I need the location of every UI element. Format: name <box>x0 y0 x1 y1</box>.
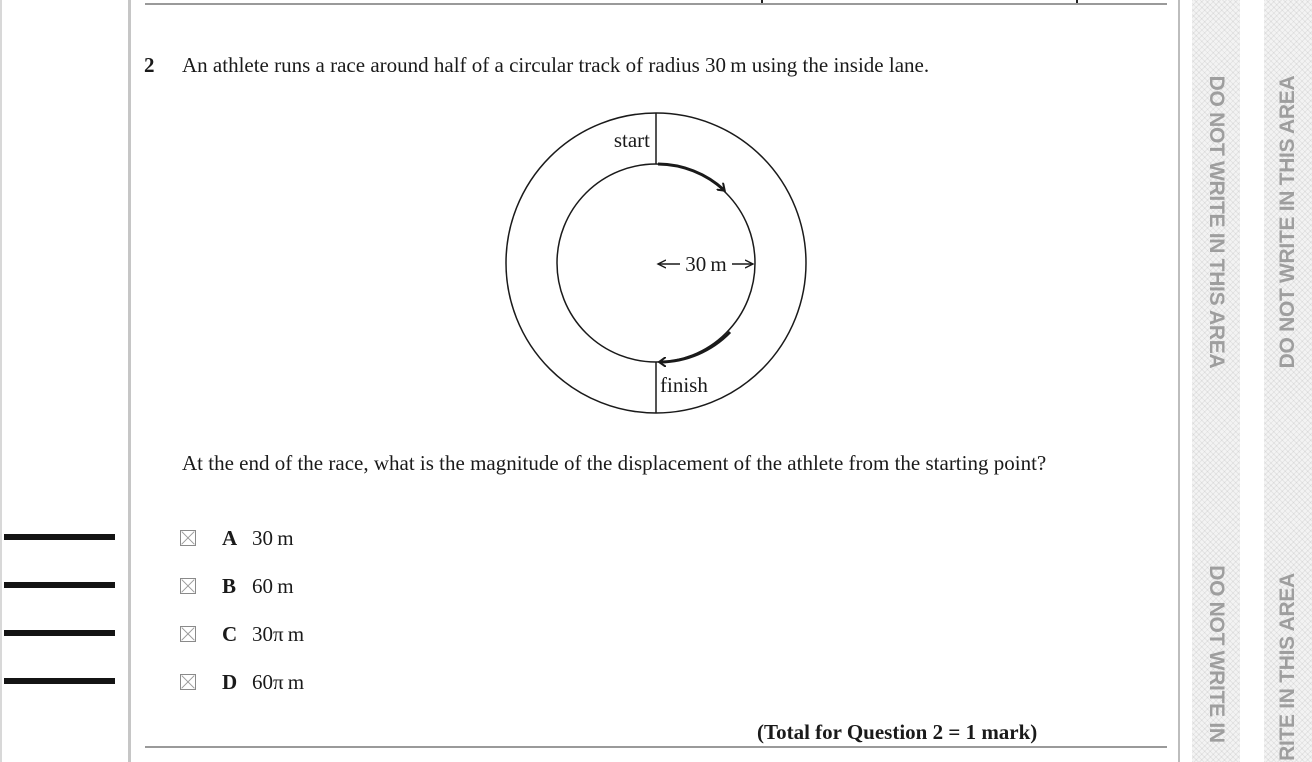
page-border-left <box>128 0 131 762</box>
option-d[interactable] <box>180 668 304 696</box>
option-text: 30π m <box>252 621 305 646</box>
option-text: 30 m <box>252 525 294 550</box>
question-number: 2 <box>144 53 155 77</box>
circular-track-diagram <box>490 100 820 430</box>
start-label: start <box>613 128 650 152</box>
answer-checkbox[interactable] <box>180 578 196 594</box>
option-b[interactable] <box>180 572 294 600</box>
option-letter: B <box>222 573 237 598</box>
option-c[interactable] <box>180 620 304 648</box>
binding-mark <box>4 582 115 588</box>
option-text: 60 m <box>252 573 294 598</box>
margin-strip-left <box>1192 0 1240 762</box>
direction-arrow-top <box>658 164 724 190</box>
answer-checkbox[interactable] <box>180 674 196 690</box>
option-letter: A <box>222 525 238 550</box>
margin-rule <box>1178 0 1180 762</box>
margin-notice: DO NOT WRITE IN THIS AREA <box>1205 75 1228 369</box>
option-text: 60π m <box>252 669 305 694</box>
question-total: (Total for Question 2 = 1 mark) <box>757 720 1038 744</box>
option-letter: C <box>222 621 238 646</box>
binding-mark <box>4 630 115 636</box>
answer-checkbox[interactable] <box>180 626 196 642</box>
finish-label: finish <box>660 373 708 397</box>
question-prompt: At the end of the race, what is the magnitude of the displacement of the athlete from the starting point? <box>182 451 1047 475</box>
margin-notice: RITE IN THIS AREA <box>1276 573 1299 761</box>
left-gutter <box>0 0 130 762</box>
answer-checkbox[interactable] <box>180 530 196 546</box>
top-divider <box>145 3 1167 5</box>
left-edge <box>0 0 2 762</box>
option-letter: D <box>222 669 238 694</box>
radius-label: 30 m <box>685 252 727 276</box>
option-a[interactable] <box>180 524 294 552</box>
binding-mark <box>4 678 115 684</box>
direction-arrow-bottom <box>660 332 730 362</box>
margin-notice: DO NOT WRITE IN <box>1205 565 1228 743</box>
bottom-divider <box>145 746 1167 748</box>
margin-strip-right <box>1264 0 1312 762</box>
margin-notice: DO NOT WRITE IN THIS AREA <box>1276 75 1299 369</box>
binding-mark <box>4 534 115 540</box>
question-text: An athlete runs a race around half of a circular track of radius 30 m using the inside lane. <box>182 53 930 77</box>
